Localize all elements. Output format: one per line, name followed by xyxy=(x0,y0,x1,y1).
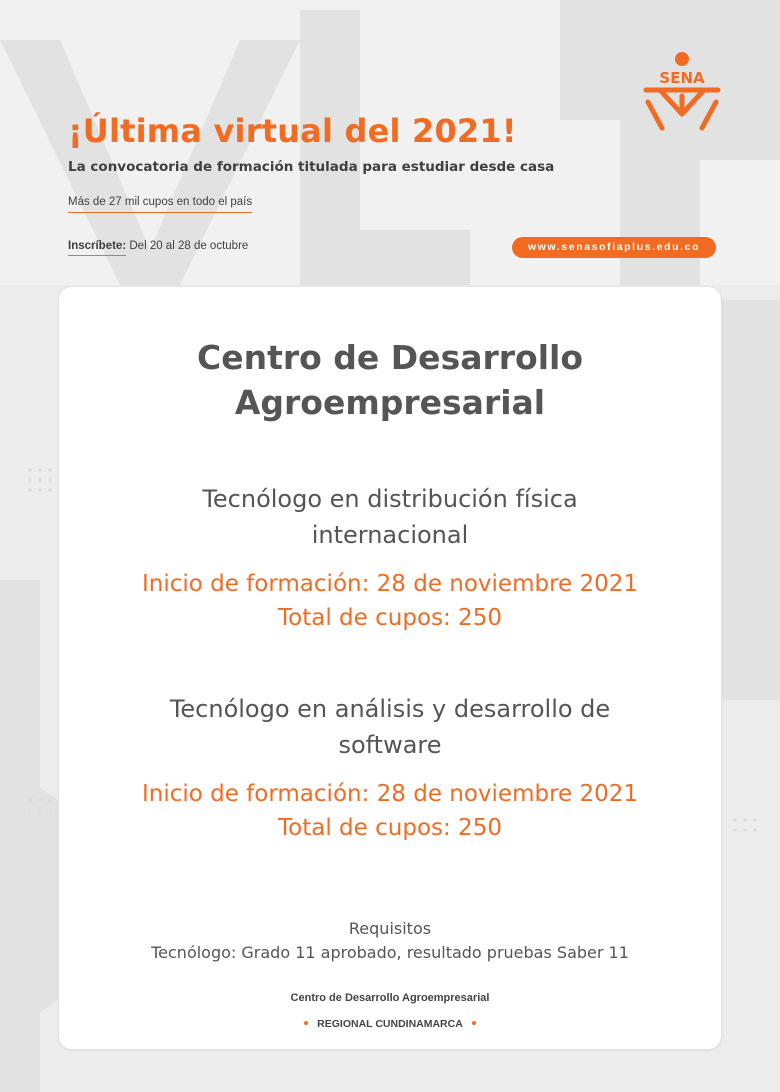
logo-text: SENA xyxy=(659,69,705,87)
requirements-text: Tecnólogo: Grado 11 aprobado, resultado pruebas Saber 11 xyxy=(151,943,629,962)
program-name-line2: software xyxy=(338,731,442,759)
header xyxy=(0,0,780,285)
footer-regional xyxy=(59,1018,721,1030)
bullet-dot-icon xyxy=(472,1021,476,1025)
requirements xyxy=(59,917,721,965)
center-title xyxy=(59,335,721,425)
program-seats: Total de cupos: 250 xyxy=(278,815,502,841)
registration-dates xyxy=(68,240,248,252)
program-name xyxy=(99,481,681,553)
registration-dates-value: Del 20 al 28 de octubre xyxy=(129,240,249,252)
website-link[interactable]: www.senasofiaplus.edu.co xyxy=(512,237,716,258)
program-start-date: Inicio de formación: 28 de noviembre 2021 xyxy=(141,571,639,597)
requirements-title: Requisitos xyxy=(348,919,432,938)
program-seats: Total de cupos: 250 xyxy=(278,605,502,631)
program-name xyxy=(99,691,681,763)
program-name-line2: internacional xyxy=(311,521,469,549)
cupos-text: Más de 27 mil cupos en todo el país xyxy=(68,196,252,213)
program-name-line1: Tecnólogo en análisis y desarrollo de xyxy=(169,695,611,723)
headline: ¡Última virtual del 2021! xyxy=(68,112,517,150)
footer-center-name: Centro de Desarrollo Agroempresarial xyxy=(290,992,490,1004)
info-card xyxy=(58,286,722,1050)
center-title-line2: Agroempresarial xyxy=(234,383,546,422)
program-software xyxy=(99,691,681,845)
sena-logo-icon xyxy=(640,50,724,132)
footer-regional-text: REGIONAL CUNDINAMARCA xyxy=(317,1018,463,1030)
program-name-line1: Tecnólogo en distribución física xyxy=(202,485,578,513)
bullet-dot-icon xyxy=(304,1021,308,1025)
registration-label: Inscríbete: xyxy=(68,240,126,256)
program-distribucion xyxy=(99,481,681,635)
program-start-date: Inicio de formación: 28 de noviembre 2021 xyxy=(141,781,639,807)
subheadline: La convocatoria de formación titulada para estudiar desde casa xyxy=(68,159,555,175)
center-title-line1: Centro de Desarrollo xyxy=(197,338,583,377)
